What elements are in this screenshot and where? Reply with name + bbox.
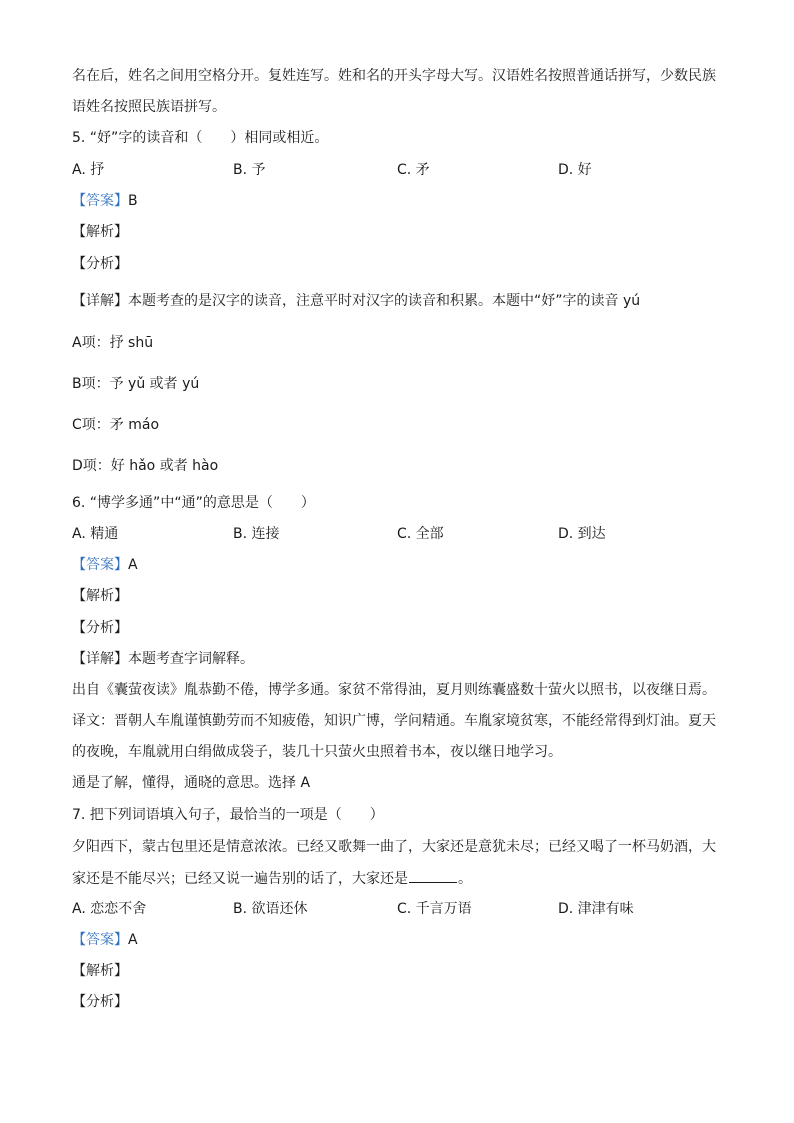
q6-stem: 6. “博学多通”中“通”的意思是（ ） [72, 495, 315, 511]
q5-detail-row [72, 291, 640, 311]
q5-note-c: C项：矛 máo [72, 417, 160, 433]
q6-source-line: 出自《囊萤夜读》胤恭勤不倦，博学多通。家贫不常得油，夏月则练囊盛数十萤火以照书，以夜继日焉。 [72, 682, 716, 698]
q6-option-a: A. 精通 [72, 526, 119, 542]
q5-note-d: D项：好 hǎo 或者 hào [72, 458, 219, 474]
q6-answer: A [128, 557, 138, 573]
q6-conclusion: 通是了解，懂得，通晓的意思。选择 A [72, 775, 311, 791]
q5-note-b: B项：予 yǔ 或者 yú [72, 376, 200, 392]
q7-breakdown-row [72, 992, 128, 1012]
intro-line-1: 名在后，姓名之间用空格分开。复姓连写。姓和名的开头字母大写。汉语姓名按照普通话拼写，少数民族 [72, 68, 716, 84]
q6-detail: 本题考查字词解释。 [128, 651, 254, 667]
q6-translation-line-1: 译文：晋朝人车胤谨慎勤劳而不知疲倦，知识广博，学问精通。车胤家境贫寒，不能经常得到灯油。夏天 [72, 713, 716, 729]
q5-option-a: A. 抒 [72, 162, 105, 178]
fill-blank [409, 868, 457, 883]
q7-passage-line-2 [72, 868, 472, 889]
q5-breakdown-row [72, 254, 128, 274]
detail-tag: 【详解】 [72, 651, 128, 667]
breakdown-tag: 【分析】 [72, 620, 128, 636]
analysis-tag: 【解析】 [72, 963, 128, 979]
q5-option-c: C. 矛 [397, 162, 430, 178]
q6-option-b: B. 连接 [233, 526, 280, 542]
q5-answer-row [72, 191, 138, 211]
q6-option-d: D. 到达 [558, 526, 606, 542]
answer-tag: 【答案】 [72, 932, 128, 948]
q7-option-d: D. 津津有味 [558, 901, 634, 917]
q7-passage-end: 。 [458, 871, 472, 887]
q6-option-c: C. 全部 [397, 526, 444, 542]
q7-answer-row [72, 930, 138, 950]
q7-option-a: A. 恋恋不舍 [72, 901, 147, 917]
analysis-tag: 【解析】 [72, 224, 128, 240]
q6-detail-row [72, 649, 254, 669]
q7-passage-line-1: 夕阳西下，蒙古包里还是情意浓浓。已经又歌舞一曲了，大家还是意犹未尽；已经又喝了一杯马奶酒，大 [72, 839, 716, 855]
q6-breakdown-row [72, 618, 128, 638]
detail-tag: 【详解】 [72, 293, 128, 309]
q7-option-c: C. 千言万语 [397, 901, 472, 917]
q5-option-d: D. 好 [558, 162, 592, 178]
q6-answer-row [72, 555, 138, 575]
breakdown-tag: 【分析】 [72, 994, 128, 1010]
q7-passage-text: 家还是不能尽兴；已经又说一遍告别的话了，大家还是 [72, 871, 408, 887]
q7-option-b: B. 欲语还休 [233, 901, 308, 917]
q7-stem: 7. 把下列词语填入句子，最恰当的一项是（ ） [72, 807, 384, 823]
q6-analysis-row [72, 586, 128, 606]
analysis-tag: 【解析】 [72, 588, 128, 604]
answer-tag: 【答案】 [72, 193, 128, 209]
q7-answer: A [128, 932, 138, 948]
q5-detail: 本题考查的是汉字的读音，注意平时对汉字的读音和积累。本题中“妤”字的读音 yú [128, 293, 641, 309]
q6-translation-line-2: 的夜晚，车胤就用白绢做成袋子，装几十只萤火虫照着书本，夜以继日地学习。 [72, 744, 562, 760]
breakdown-tag: 【分析】 [72, 256, 128, 272]
q5-answer: B [128, 193, 138, 209]
q7-analysis-row [72, 961, 128, 981]
q5-stem: 5. “妤”字的读音和（ ）相同或相近。 [72, 130, 329, 146]
q5-option-b: B. 予 [233, 162, 266, 178]
q5-analysis-row [72, 222, 128, 242]
q5-note-a: A项：抒 shū [72, 335, 154, 351]
intro-line-2: 语姓名按照民族语拼写。 [72, 99, 226, 115]
answer-tag: 【答案】 [72, 557, 128, 573]
